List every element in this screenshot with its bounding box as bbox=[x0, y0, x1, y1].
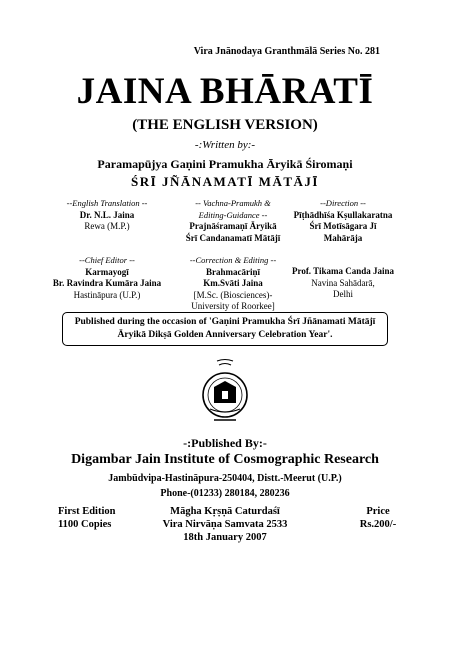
edition-info bbox=[58, 505, 115, 531]
credit-name-2: Śrī Motīsāgara Jī bbox=[309, 221, 377, 231]
book-title: JAINA BHĀRATĪ bbox=[76, 71, 374, 112]
credit-vachna-pramukh bbox=[174, 198, 292, 244]
credit-correction-editing bbox=[174, 255, 292, 313]
credit-name: Prajnāśramaṇī Āryikā bbox=[189, 221, 277, 231]
credit-role: -- Vachna-Pramukh & bbox=[195, 198, 271, 208]
notice-line-2: Āryikā Dikṣā Golden Anniversary Celebration Year'. bbox=[117, 330, 333, 340]
notice-line-1: Published during the occasion of 'Gaṇini Pramukha Śrī Jñānamati Mātājī bbox=[74, 317, 376, 327]
credit-name-2: Śrī Candanamatī Mātājī bbox=[185, 232, 281, 243]
credit-name-3: Mahārāja bbox=[323, 232, 363, 243]
credit-direction bbox=[282, 198, 404, 244]
price-label: Price bbox=[366, 506, 390, 517]
institute-emblem-icon bbox=[200, 357, 250, 425]
author-name: ŚRĪ JÑĀNAMATĪ MĀTĀJĪ bbox=[131, 174, 319, 189]
credit-role: --Chief Editor -- bbox=[79, 255, 135, 265]
price-info bbox=[348, 505, 408, 531]
credit-place-2: Delhi bbox=[333, 289, 353, 299]
author-title: Paramapūjya Gaṇini Pramukha Āryikā Śiromaṇi bbox=[97, 157, 353, 171]
book-subtitle: (THE ENGLISH VERSION) bbox=[132, 117, 318, 133]
edition-copies: 1100 Copies bbox=[58, 519, 112, 530]
publisher-name: Digambar Jain Institute of Cosmographic Research bbox=[71, 452, 379, 467]
edition-label: First Edition bbox=[58, 506, 116, 517]
credit-chief-editor bbox=[52, 255, 162, 301]
publication-date bbox=[162, 505, 288, 544]
credit-role-2: Editing-Guidance -- bbox=[198, 209, 268, 220]
credit-qualification: [M.Sc. (Biosciences)- bbox=[193, 289, 273, 300]
date-line-1: Māgha Kṛṣṇā Caturdaśī bbox=[170, 506, 280, 517]
credit-name: Prof. Tikama Canda Jaina bbox=[291, 266, 395, 276]
credit-co-editor bbox=[282, 266, 404, 301]
credit-name: Brahmacāriṇī bbox=[206, 266, 260, 277]
date-line-3: 18th January 2007 bbox=[183, 532, 267, 543]
credit-role: --Direction -- bbox=[320, 198, 366, 208]
credit-place: Navina Sahādarā, bbox=[311, 277, 375, 288]
date-line-2: Vira Nirvāṇa Samvata 2533 bbox=[162, 519, 288, 530]
credit-name-2: Br. Ravindra Kumāra Jaina bbox=[52, 278, 162, 288]
credit-english-translation bbox=[52, 198, 162, 233]
credit-role: --English Translation -- bbox=[66, 198, 148, 208]
publisher-phone: Phone-(01233) 280184, 280236 bbox=[160, 488, 290, 499]
credit-name: Karmayogī bbox=[85, 266, 129, 277]
credit-name: Dr. N.L. Jaina bbox=[79, 209, 135, 220]
credit-name-2: Km.Svāti Jaina bbox=[203, 278, 263, 288]
credit-place: Hastināpura (U.P.) bbox=[73, 289, 141, 300]
credit-role: --Correction & Editing -- bbox=[189, 255, 277, 265]
written-by-label: -:Written by:- bbox=[194, 139, 256, 151]
credit-place: Rewa (M.P.) bbox=[84, 221, 130, 231]
published-by-label: -:Published By:- bbox=[183, 436, 267, 450]
credit-university: University of Roorkee] bbox=[191, 301, 275, 311]
publisher-address: Jambūdvipa-Hastināpura-250404, Distt.-Meerut (U.P.) bbox=[108, 473, 342, 484]
price-value: Rs.200/- bbox=[359, 519, 397, 530]
credit-name: Pīṭhādhīśa Kṣullakaratna bbox=[293, 209, 393, 220]
series-number: Vira Jnānodaya Granthmālā Series No. 281 bbox=[193, 46, 380, 57]
publication-notice bbox=[62, 312, 388, 346]
